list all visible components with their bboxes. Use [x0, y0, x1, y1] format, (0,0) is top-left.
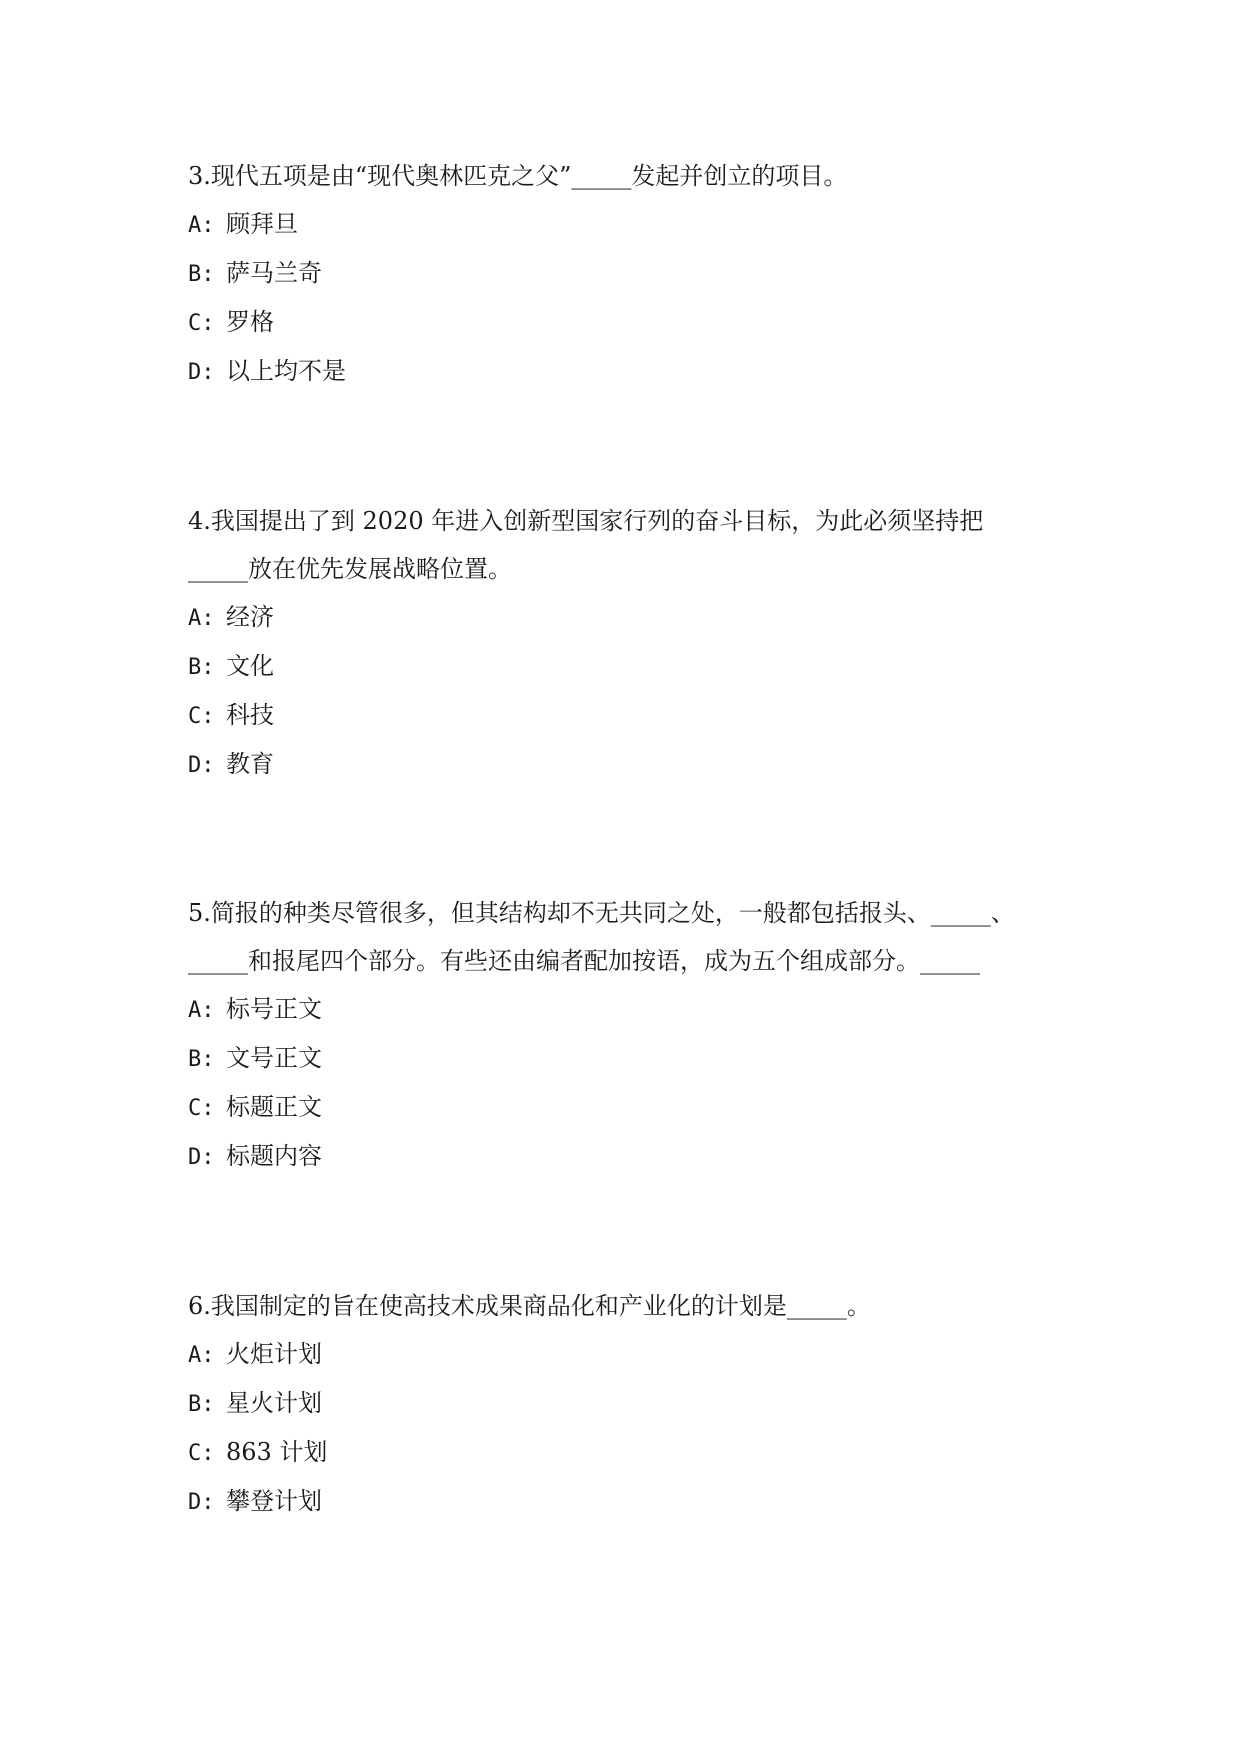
question-4 — [188, 497, 1068, 789]
question-4-stem-line-2: _____放在优先发展战略位置。 — [188, 555, 512, 583]
option-letter: B: — [188, 655, 215, 680]
option-text: 火炬计划 — [226, 1340, 322, 1368]
question-3-option-a — [188, 200, 1068, 249]
option-text: 以上均不是 — [226, 357, 346, 385]
option-letter: B: — [188, 1392, 215, 1417]
option-text: 星火计划 — [226, 1389, 322, 1417]
question-3 — [188, 152, 1068, 396]
option-text: 顾拜旦 — [226, 210, 298, 238]
question-3-option-c — [188, 298, 1068, 347]
question-4-option-a — [188, 593, 1068, 642]
question-6 — [188, 1282, 1068, 1526]
option-text: 攀登计划 — [226, 1487, 322, 1515]
question-4-option-c — [188, 691, 1068, 740]
option-text: 经济 — [226, 603, 274, 631]
option-letter: A: — [188, 213, 215, 238]
option-letter: D: — [188, 1145, 215, 1170]
question-6-option-d — [188, 1477, 1068, 1526]
question-5-option-d — [188, 1132, 1068, 1181]
option-text: 科技 — [226, 701, 274, 729]
question-6-option-a — [188, 1330, 1068, 1379]
option-letter: B: — [188, 262, 215, 287]
question-5-option-b — [188, 1034, 1068, 1083]
option-text: 863 计划 — [226, 1438, 328, 1466]
option-letter: B: — [188, 1047, 215, 1072]
question-6-option-b — [188, 1379, 1068, 1428]
option-text: 萨马兰奇 — [226, 259, 322, 287]
question-5 — [188, 889, 1068, 1181]
question-4-stem-line-1: 4.我国提出了到 2020 年进入创新型国家行列的奋斗目标，为此必须坚持把 — [188, 507, 984, 535]
question-5-stem-line-1: 5.简报的种类尽管很多，但其结构却不无共同之处，一般都包括报头、_____、 — [188, 899, 1015, 927]
option-letter: D: — [188, 753, 215, 778]
option-text: 标题内容 — [226, 1142, 322, 1170]
question-4-option-b — [188, 642, 1068, 691]
question-6-stem: 6.我国制定的旨在使高技术成果商品化和产业化的计划是_____。 — [188, 1292, 871, 1320]
question-4-option-d — [188, 740, 1068, 789]
option-text: 文号正文 — [226, 1044, 322, 1072]
option-letter: A: — [188, 1343, 215, 1368]
question-5-stem-line-2: _____和报尾四个部分。有些还由编者配加按语，成为五个组成部分。_____ — [188, 947, 980, 975]
question-6-option-c — [188, 1428, 1068, 1477]
question-5-option-a — [188, 985, 1068, 1034]
option-letter: A: — [188, 606, 215, 631]
option-text: 标号正文 — [226, 995, 322, 1023]
option-letter: C: — [188, 1441, 215, 1466]
option-letter: D: — [188, 1490, 215, 1515]
option-letter: C: — [188, 311, 215, 336]
option-text: 罗格 — [226, 308, 274, 336]
question-5-option-c — [188, 1083, 1068, 1132]
option-text: 教育 — [226, 750, 274, 778]
option-letter: D: — [188, 360, 215, 385]
question-3-stem: 3.现代五项是由“现代奥林匹克之父”_____发起并创立的项目。 — [188, 162, 848, 190]
option-text: 标题正文 — [226, 1093, 322, 1121]
question-3-option-b — [188, 249, 1068, 298]
option-letter: C: — [188, 1096, 215, 1121]
option-letter: A: — [188, 998, 215, 1023]
question-3-option-d — [188, 347, 1068, 396]
option-text: 文化 — [226, 652, 274, 680]
option-letter: C: — [188, 704, 215, 729]
